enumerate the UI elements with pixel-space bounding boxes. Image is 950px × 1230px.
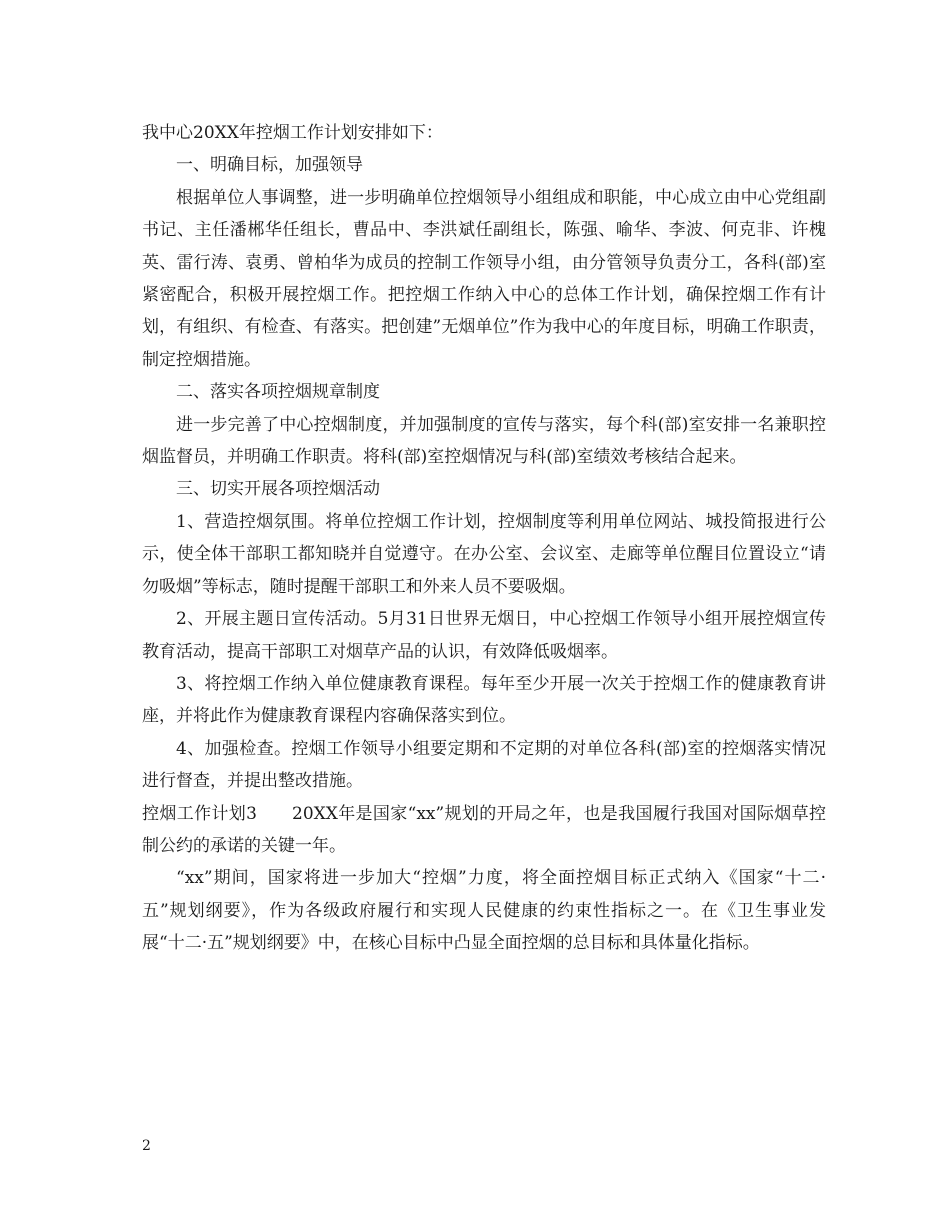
body-paragraph: “xx”期间，国家将进一步加大“控烟”力度，将全面控烟目标正式纳入《国家“十二·五”规划纲要》，作为各级政府履行和实现人民健康的约束性指标之一。在《卫生事业发展“十二·五”规划纲要》中，在核心目标中凸显全面控烟的总目标和具体量化指标。: [142, 868, 826, 954]
intro-line: 我中心20XX年控烟工作计划安排如下：: [142, 123, 443, 143]
page-number: 2: [142, 1138, 151, 1154]
document-body: [142, 117, 826, 960]
section-heading-2: 二、落实各项控烟规章制度: [176, 382, 380, 403]
plan-3-intro: 控烟工作计划3 20XX年是国家“xx”规划的开局之年，也是我国履行我国对国际烟草控制公约的承诺的关键一年。: [142, 803, 826, 856]
list-item-2: 2、开展主题日宣传活动。5月31日世界无烟日，中心控烟工作领导小组开展控烟宣传教育活动，提高干部职工对烟草产品的认识，有效降低吸烟率。: [142, 609, 826, 662]
list-item-3: 3、将控烟工作纳入单位健康教育课程。每年至少开展一次关于控烟工作的健康教育讲座，并将此作为健康教育课程内容确保落实到位。: [142, 673, 826, 727]
section-heading-1: 一、明确目标，加强领导: [176, 155, 363, 176]
section-heading-3: 三、切实开展各项控烟活动: [176, 479, 380, 500]
body-paragraph: 进一步完善了中心控烟制度，并加强制度的宣传与落实，每个科(部)室安排一名兼职控烟监督员，并明确工作职责。将科(部)室控烟情况与科(部)室绩效考核结合起来。: [142, 414, 826, 468]
list-item-1: 1、营造控烟氛围。将单位控烟工作计划，控烟制度等利用单位网站、城投简报进行公示，使全体干部职工都知晓并自觉遵守。在办公室、会议室、走廊等单位醒目位置设立“请勿吸烟”等标志，随时提醒干部职工和外来人员不要吸烟。: [142, 511, 826, 597]
list-item-4: 4、加强检查。控烟工作领导小组要定期和不定期的对单位各科(部)室的控烟落实情况进行督查，并提出整改措施。: [142, 738, 826, 792]
body-paragraph: 根据单位人事调整，进一步明确单位控烟领导小组组成和职能，中心成立由中心党组副书记、主任潘郴华任组长，曹品中、李洪斌任副组长，陈强、喻华、李波、何克非、许槐英、雷行涛、袁勇、曾柏华为成员的控制工作领导小组，由分管领导负责分工，各科(部)室紧密配合，积极开展控烟工作。把控烟工作纳入中心的总体工作计划，确保控烟工作有计划，有组织、有检查、有落实。把创建”无烟单位”作为我中心的年度目标，明确工作职责，制定控烟措施。: [142, 187, 826, 370]
